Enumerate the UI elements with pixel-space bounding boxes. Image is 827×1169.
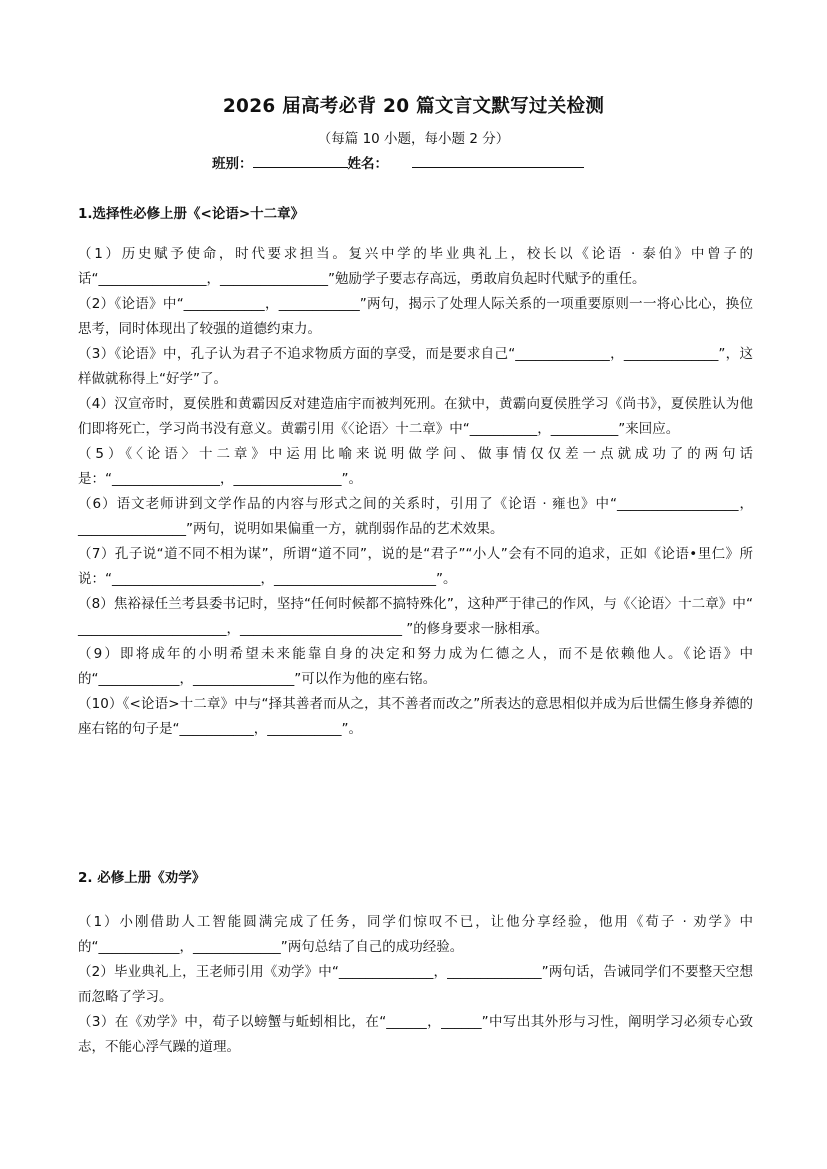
section-heading: 1.选择性必修上册《<论语>十二章》: [78, 206, 305, 222]
name-blank: [412, 153, 584, 168]
page-subtitle: （每篇 10 小题，每小题 2 分）: [317, 131, 510, 147]
question-item: （10）《<论语>十二章》中与“择其善者而从之，其不善者而改之”所表达的意思相似并成为后世儒生修身养德的座右铭的句子是“___________，___________”。: [78, 696, 753, 737]
question-item: （3）在《劝学》中，荀子以螃蟹与蚯蚓相比，在“______，______”中写出其外形与习性，阐明学习必须专心致志，不能心浮气躁的道理。: [78, 1014, 753, 1055]
name-label: 姓名：: [347, 156, 388, 172]
section-questions: [78, 242, 753, 742]
class-label: 班别：: [212, 156, 253, 172]
question-item: （1）小刚借助人工智能圆满完成了任务，同学们惊叹不已，让他分享经验，他用《荀子 · 劝学》中的“____________，_____________”两句总结了自己的成功经验。: [78, 914, 753, 955]
question-item: （1）历史赋予使命，时代要求担当。复兴中学的毕业典礼上，校长以《论语 · 泰伯》中曾子的话“________________，________________”勉励学子要志存高远，勇敢肩负起时代赋予的重任。: [78, 246, 753, 287]
question-item: （7）孔子说“道不同不相为谋”，所谓“道不同”，说的是“君子”“小人”会有不同的追求，正如《论语•里仁》所说：“______________________，________________________”。: [78, 546, 753, 587]
question-item: （6）语文老师讲到文学作品的内容与形式之间的关系时，引用了《论语 · 雍也》中“__________________，________________”两句，说明如果偏重一方，就削弱作品的艺术效果。: [78, 496, 753, 537]
section-questions: [78, 910, 753, 1060]
question-item: （2）毕业典礼上，王老师引用《劝学》中“______________，______________”两句话，告诫同学们不要整天空想而忽略了学习。: [78, 964, 753, 1005]
student-info-line: [212, 152, 584, 172]
question-item: （2）《论语》中“____________，____________”两句，揭示了处理人际关系的一项重要原则一一将心比心，换位思考，同时体现出了较强的道德约束力。: [78, 296, 753, 337]
section-heading: 2. 必修上册《劝学》: [78, 870, 206, 886]
question-item: （9）即将成年的小明希望未来能靠自身的决定和努力成为仁德之人，而不是依赖他人。《论语》中的“____________，_______________”可以作为他的座右铭。: [78, 646, 753, 687]
class-blank: [253, 153, 348, 168]
question-item: （4）汉宣帝时，夏侯胜和黄霸因反对建造庙宇而被判死刑。在狱中，黄霸向夏侯胜学习《尚书》，夏侯胜认为他们即将死亡，学习尚书没有意义。黄霸引用《〈论语〉十二章》中“__________，__________”来回应。: [78, 396, 753, 437]
question-item: （3）《论语》中，孔子认为君子不追求物质方面的享受，而是要求自己“______________，______________”，这样做就称得上“好学”了。: [78, 346, 753, 387]
question-item: （5）《〈论语〉十二章》中运用比喻来说明做学问、做事情仅仅差一点就成功了的两句话是：“________________，________________”。: [78, 446, 753, 487]
question-item: （8）焦裕禄任兰考县委书记时，坚持“任何时候都不搞特殊化”，这种严于律己的作风，与《〈论语〉十二章》中“ ______________________，________________________ ”的修身要求一脉相承。: [78, 596, 753, 637]
page-title: 2026 届高考必背 20 篇文言文默写过关检测: [222, 96, 605, 117]
